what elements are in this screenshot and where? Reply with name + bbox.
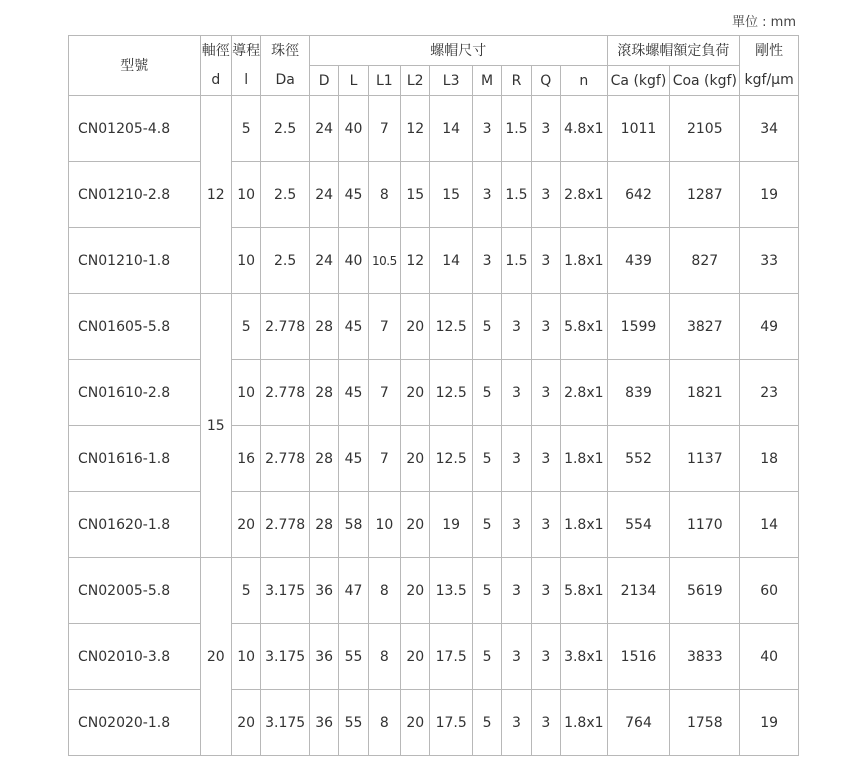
- cell-coa: 2105: [670, 96, 740, 162]
- table-row: [69, 96, 799, 162]
- cell-D: 36: [309, 690, 338, 756]
- cell-shaft: 15: [200, 294, 231, 558]
- cell-ca: 839: [607, 360, 670, 426]
- cell-M: 3: [472, 162, 501, 228]
- cell-L: 47: [339, 558, 368, 624]
- cell-L1: 7: [368, 294, 400, 360]
- header-dim-L2: L2: [401, 66, 430, 96]
- cell-L: 55: [339, 624, 368, 690]
- table-row: [69, 558, 799, 624]
- cell-rigidity: 49: [740, 294, 799, 360]
- cell-ca: 2134: [607, 558, 670, 624]
- cell-Q: 3: [531, 360, 560, 426]
- cell-model: CN01210-2.8: [69, 162, 201, 228]
- cell-n: 5.8x1: [561, 294, 608, 360]
- cell-Q: 3: [531, 426, 560, 492]
- cell-L: 45: [339, 360, 368, 426]
- cell-D: 28: [309, 492, 338, 558]
- cell-model: CN01616-1.8: [69, 426, 201, 492]
- cell-ball: 2.5: [261, 228, 310, 294]
- cell-L2: 20: [401, 360, 430, 426]
- cell-L2: 20: [401, 690, 430, 756]
- cell-M: 5: [472, 558, 501, 624]
- cell-L3: 13.5: [430, 558, 473, 624]
- cell-L1: 8: [368, 558, 400, 624]
- table-row: [69, 624, 799, 690]
- cell-coa: 827: [670, 228, 740, 294]
- table-row: [69, 360, 799, 426]
- cell-L2: 12: [401, 96, 430, 162]
- cell-Q: 3: [531, 492, 560, 558]
- cell-lead: 20: [231, 492, 260, 558]
- header-rigidity-top: 剛性: [740, 36, 799, 66]
- header-dim-R: R: [502, 66, 531, 96]
- cell-ca: 764: [607, 690, 670, 756]
- header-coa: Coa (kgf): [670, 66, 740, 96]
- cell-model: CN02005-5.8: [69, 558, 201, 624]
- cell-model: CN01205-4.8: [69, 96, 201, 162]
- header-model: 型號: [69, 36, 201, 96]
- cell-model: CN01210-1.8: [69, 228, 201, 294]
- cell-ca: 642: [607, 162, 670, 228]
- cell-n: 5.8x1: [561, 558, 608, 624]
- cell-R: 3: [502, 558, 531, 624]
- cell-coa: 1170: [670, 492, 740, 558]
- spec-table: [68, 35, 799, 756]
- cell-L3: 12.5: [430, 294, 473, 360]
- cell-Q: 3: [531, 228, 560, 294]
- cell-ca: 1011: [607, 96, 670, 162]
- cell-D: 28: [309, 294, 338, 360]
- cell-lead: 5: [231, 294, 260, 360]
- cell-lead: 10: [231, 624, 260, 690]
- cell-coa: 1137: [670, 426, 740, 492]
- header-dim-D: D: [309, 66, 338, 96]
- cell-M: 3: [472, 228, 501, 294]
- cell-lead: 10: [231, 360, 260, 426]
- cell-L2: 20: [401, 426, 430, 492]
- cell-R: 3: [502, 624, 531, 690]
- cell-rigidity: 60: [740, 558, 799, 624]
- cell-rigidity: 23: [740, 360, 799, 426]
- cell-L3: 12.5: [430, 360, 473, 426]
- cell-R: 1.5: [502, 228, 531, 294]
- header-ball-symbol: Da: [261, 66, 310, 96]
- cell-M: 5: [472, 492, 501, 558]
- header-shaft-top: 軸徑: [200, 36, 231, 66]
- unit-label: 單位 : mm: [732, 15, 796, 30]
- cell-lead: 5: [231, 558, 260, 624]
- cell-L2: 12: [401, 228, 430, 294]
- cell-D: 36: [309, 558, 338, 624]
- cell-L: 58: [339, 492, 368, 558]
- cell-lead: 10: [231, 228, 260, 294]
- cell-L: 40: [339, 228, 368, 294]
- cell-model: CN01605-5.8: [69, 294, 201, 360]
- cell-ca: 439: [607, 228, 670, 294]
- cell-lead: 16: [231, 426, 260, 492]
- cell-L1: 10: [368, 492, 400, 558]
- cell-L3: 17.5: [430, 624, 473, 690]
- cell-rigidity: 19: [740, 162, 799, 228]
- cell-lead: 10: [231, 162, 260, 228]
- cell-n: 3.8x1: [561, 624, 608, 690]
- cell-L1: 8: [368, 162, 400, 228]
- cell-model: CN02020-1.8: [69, 690, 201, 756]
- cell-L2: 20: [401, 558, 430, 624]
- cell-M: 5: [472, 690, 501, 756]
- cell-R: 1.5: [502, 162, 531, 228]
- cell-n: 2.8x1: [561, 360, 608, 426]
- cell-ca: 1599: [607, 294, 670, 360]
- cell-Q: 3: [531, 624, 560, 690]
- cell-ball: 2.778: [261, 294, 310, 360]
- cell-lead: 20: [231, 690, 260, 756]
- cell-L1: 7: [368, 96, 400, 162]
- cell-L3: 17.5: [430, 690, 473, 756]
- header-dim-Q: Q: [531, 66, 560, 96]
- cell-R: 3: [502, 426, 531, 492]
- header-shaft-symbol: d: [200, 66, 231, 96]
- cell-L3: 14: [430, 96, 473, 162]
- cell-D: 28: [309, 360, 338, 426]
- header-ca: Ca (kgf): [607, 66, 670, 96]
- table-row: [69, 162, 799, 228]
- cell-D: 24: [309, 228, 338, 294]
- cell-R: 3: [502, 294, 531, 360]
- cell-Q: 3: [531, 558, 560, 624]
- cell-ball: 3.175: [261, 624, 310, 690]
- cell-L: 45: [339, 426, 368, 492]
- cell-n: 4.8x1: [561, 96, 608, 162]
- cell-n: 1.8x1: [561, 426, 608, 492]
- header-dim-L3: L3: [430, 66, 473, 96]
- cell-model: CN02010-3.8: [69, 624, 201, 690]
- cell-coa: 3833: [670, 624, 740, 690]
- cell-n: 2.8x1: [561, 162, 608, 228]
- cell-ball: 2.778: [261, 426, 310, 492]
- cell-D: 28: [309, 426, 338, 492]
- cell-ball: 3.175: [261, 690, 310, 756]
- cell-coa: 1758: [670, 690, 740, 756]
- cell-L2: 20: [401, 294, 430, 360]
- cell-rigidity: 18: [740, 426, 799, 492]
- table-row: [69, 294, 799, 360]
- cell-L2: 20: [401, 624, 430, 690]
- cell-L3: 15: [430, 162, 473, 228]
- cell-ball: 2.778: [261, 492, 310, 558]
- header-rated-load: 滾珠螺帽額定負荷: [607, 36, 740, 66]
- cell-ball: 2.5: [261, 162, 310, 228]
- cell-L3: 12.5: [430, 426, 473, 492]
- cell-L1: 7: [368, 426, 400, 492]
- cell-L1: 10.5: [368, 228, 400, 294]
- cell-n: 1.8x1: [561, 690, 608, 756]
- cell-coa: 1287: [670, 162, 740, 228]
- cell-ball: 2.5: [261, 96, 310, 162]
- cell-M: 5: [472, 426, 501, 492]
- header-dim-n: n: [561, 66, 608, 96]
- header-nut-dimensions: 螺帽尺寸: [309, 36, 607, 66]
- cell-L1: 8: [368, 624, 400, 690]
- cell-coa: 1821: [670, 360, 740, 426]
- cell-Q: 3: [531, 690, 560, 756]
- cell-rigidity: 14: [740, 492, 799, 558]
- cell-n: 1.8x1: [561, 228, 608, 294]
- cell-L1: 8: [368, 690, 400, 756]
- cell-model: CN01620-1.8: [69, 492, 201, 558]
- cell-L: 45: [339, 294, 368, 360]
- cell-Q: 3: [531, 162, 560, 228]
- cell-M: 3: [472, 96, 501, 162]
- cell-M: 5: [472, 360, 501, 426]
- header-dim-L1: L1: [368, 66, 400, 96]
- cell-L: 55: [339, 690, 368, 756]
- header-lead-symbol: l: [231, 66, 260, 96]
- cell-shaft: 20: [200, 558, 231, 756]
- cell-coa: 5619: [670, 558, 740, 624]
- table-row: [69, 492, 799, 558]
- cell-D: 36: [309, 624, 338, 690]
- cell-R: 3: [502, 360, 531, 426]
- table-row: [69, 426, 799, 492]
- cell-n: 1.8x1: [561, 492, 608, 558]
- table-row: [69, 228, 799, 294]
- cell-M: 5: [472, 294, 501, 360]
- cell-D: 24: [309, 162, 338, 228]
- cell-ca: 554: [607, 492, 670, 558]
- header-dim-L: L: [339, 66, 368, 96]
- cell-L3: 14: [430, 228, 473, 294]
- table-row: [69, 690, 799, 756]
- cell-L2: 15: [401, 162, 430, 228]
- cell-ball: 3.175: [261, 558, 310, 624]
- cell-R: 3: [502, 690, 531, 756]
- header-rigidity-unit: kgf/μm: [740, 66, 799, 96]
- cell-R: 3: [502, 492, 531, 558]
- cell-L: 40: [339, 96, 368, 162]
- cell-R: 1.5: [502, 96, 531, 162]
- cell-shaft: 12: [200, 96, 231, 294]
- cell-Q: 3: [531, 294, 560, 360]
- header-ball-top: 珠徑: [261, 36, 310, 66]
- cell-Q: 3: [531, 96, 560, 162]
- cell-M: 5: [472, 624, 501, 690]
- cell-rigidity: 34: [740, 96, 799, 162]
- cell-lead: 5: [231, 96, 260, 162]
- cell-rigidity: 33: [740, 228, 799, 294]
- cell-ca: 552: [607, 426, 670, 492]
- header-dim-M: M: [472, 66, 501, 96]
- cell-ball: 2.778: [261, 360, 310, 426]
- cell-rigidity: 40: [740, 624, 799, 690]
- cell-D: 24: [309, 96, 338, 162]
- header-lead-top: 導程: [231, 36, 260, 66]
- cell-L3: 19: [430, 492, 473, 558]
- cell-rigidity: 19: [740, 690, 799, 756]
- cell-L: 45: [339, 162, 368, 228]
- cell-L1: 7: [368, 360, 400, 426]
- cell-L2: 20: [401, 492, 430, 558]
- cell-ca: 1516: [607, 624, 670, 690]
- cell-coa: 3827: [670, 294, 740, 360]
- cell-model: CN01610-2.8: [69, 360, 201, 426]
